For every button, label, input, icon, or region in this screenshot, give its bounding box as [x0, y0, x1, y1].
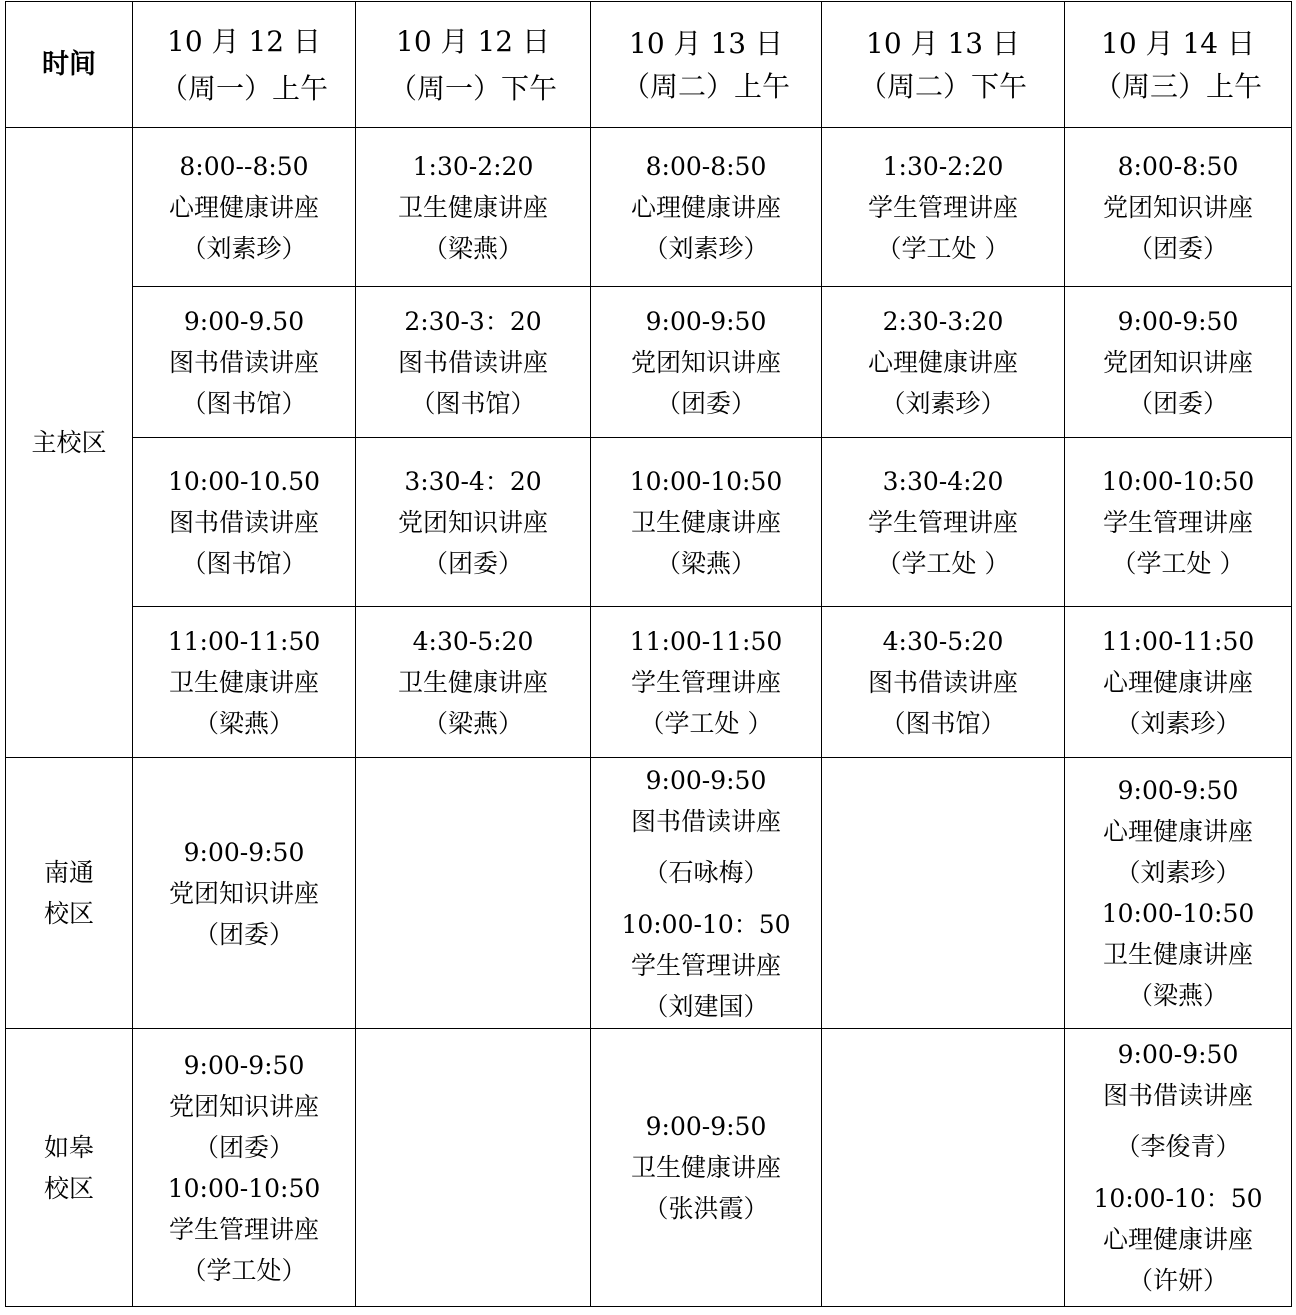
campus-label-main: 主校区: [6, 128, 133, 758]
session-topic: 心理健康讲座: [1102, 667, 1253, 697]
session-time: 9:00-9:50: [1117, 306, 1239, 336]
header-date: 10 月 12 日: [396, 24, 550, 58]
session-speaker: （团委）: [193, 1132, 294, 1162]
session-time: 11:00-11:50: [167, 626, 321, 656]
session-time: 9:00-9:50: [183, 837, 305, 867]
session-speaker: （石咏梅）: [643, 857, 769, 887]
main-campus-row-4: [6, 607, 1292, 758]
header-date: 10 月 13 日: [629, 26, 783, 60]
header-period: （周二）下午: [858, 69, 1027, 103]
session-speaker: （刘建国）: [643, 991, 769, 1021]
session-topic: 学生管理讲座: [1102, 507, 1253, 537]
empty-cell: [356, 1029, 591, 1307]
session-speaker: （梁燕）: [655, 548, 756, 578]
session-topic: 卫生健康讲座: [397, 192, 548, 222]
session-time: 10:00-10:50: [1101, 899, 1255, 928]
session-topic: 图书借读讲座: [168, 507, 319, 537]
session-time: 1:30-2:20: [882, 151, 1004, 181]
session-time: 1:30-2:20: [412, 151, 534, 181]
session-speaker: （梁燕）: [193, 708, 294, 738]
time-header-cell: 时间: [6, 2, 133, 128]
session-speaker: （张洪霞）: [643, 1194, 769, 1223]
session-time: 2:30-3：20: [404, 306, 542, 336]
schedule-cell: [133, 758, 356, 1029]
session-topic: 学生管理讲座: [168, 1214, 319, 1244]
schedule-cell: [591, 438, 822, 607]
schedule-cell: [356, 287, 591, 438]
session-speaker: （图书馆）: [181, 548, 307, 578]
schedule-cell: [1065, 128, 1292, 287]
schedule-cell: [1065, 438, 1292, 607]
session-topic: 心理健康讲座: [630, 192, 781, 222]
nantong-campus-row: [6, 758, 1292, 1029]
schedule-cell: [356, 128, 591, 287]
session-topic: 学生管理讲座: [630, 950, 781, 980]
campus-label-line: 如皋: [43, 1132, 94, 1162]
schedule-cell: [1065, 287, 1292, 438]
session-time: 11:00-11:50: [629, 626, 783, 656]
session-topic: 党团知识讲座: [1102, 192, 1253, 222]
header-period: （周三）上午: [1093, 69, 1262, 103]
session-speaker: （刘素珍）: [181, 233, 307, 263]
session-speaker: （许妍）: [1127, 1266, 1228, 1295]
schedule-cell: [822, 287, 1065, 438]
session-speaker: （团委）: [1127, 388, 1228, 418]
session-time: 10:00-10:50: [167, 1173, 321, 1203]
schedule-cell: [133, 438, 356, 607]
session-topic: 心理健康讲座: [1102, 1225, 1253, 1254]
schedule-cell: [822, 438, 1065, 607]
session-topic: 党团知识讲座: [168, 1091, 319, 1121]
schedule-cell: [591, 128, 822, 287]
header-date: 10 月 12 日: [167, 24, 321, 58]
main-campus-row-2: [6, 287, 1292, 438]
schedule-cell: [591, 607, 822, 758]
session-time: 10:00-10.50: [167, 466, 321, 496]
header-date: 10 月 14 日: [1101, 26, 1255, 60]
header-cell-tue-am: [591, 2, 822, 128]
rugao-campus-row: [6, 1029, 1292, 1307]
schedule-cell: [591, 287, 822, 438]
session-speaker: （团委）: [193, 919, 294, 949]
session-topic: 卫生健康讲座: [630, 1153, 781, 1182]
schedule-cell: [133, 607, 356, 758]
session-topic: 心理健康讲座: [1102, 817, 1253, 846]
schedule-cell: [1065, 607, 1292, 758]
header-cell-tue-pm: [822, 2, 1065, 128]
header-cell-mon-am: [133, 2, 356, 128]
schedule-cell: [822, 128, 1065, 287]
header-period: （周二）上午: [621, 69, 790, 103]
campus-label-line: 南通: [43, 858, 94, 887]
schedule-cell: [356, 607, 591, 758]
session-speaker: （刘素珍）: [880, 388, 1006, 418]
session-topic: 心理健康讲座: [867, 347, 1018, 377]
schedule-cell: [133, 287, 356, 438]
schedule-cell: [1065, 758, 1292, 1029]
session-topic: 图书借读讲座: [397, 347, 548, 377]
schedule-cell: [133, 1029, 356, 1307]
header-row: [6, 2, 1292, 128]
campus-label-line: 校区: [43, 1173, 94, 1203]
session-topic: 卫生健康讲座: [630, 507, 781, 537]
session-time: 4:30-5:20: [412, 626, 534, 656]
session-time: 8:00-8:50: [1117, 151, 1239, 181]
empty-cell: [822, 1029, 1065, 1307]
session-time: 9:00-9:50: [645, 306, 767, 336]
schedule-cell: [356, 438, 591, 607]
session-time: 9:00-9:50: [645, 765, 767, 795]
session-time: 9:00-9.50: [183, 306, 305, 336]
session-speaker: （梁燕）: [1127, 981, 1228, 1010]
schedule-cell: [822, 607, 1065, 758]
session-speaker: （团委）: [422, 548, 523, 578]
session-speaker: （李俊青）: [1115, 1132, 1241, 1161]
schedule-cell: [591, 1029, 822, 1307]
empty-cell: [822, 758, 1065, 1029]
session-speaker: （团委）: [655, 388, 756, 418]
session-speaker: （学工处）: [181, 1255, 307, 1285]
session-topic: 党团知识讲座: [397, 507, 548, 537]
campus-label-line: 校区: [43, 899, 94, 928]
session-topic: 卫生健康讲座: [397, 667, 548, 697]
session-time: 4:30-5:20: [882, 626, 1004, 656]
lecture-schedule-table: [5, 1, 1292, 1307]
session-topic: 图书借读讲座: [867, 667, 1018, 697]
main-campus-row-3: [6, 438, 1292, 607]
session-speaker: （团委）: [1127, 233, 1228, 263]
session-time: 9:00-9:50: [183, 1050, 305, 1080]
session-topic: 学生管理讲座: [867, 507, 1018, 537]
campus-label-rugao: [6, 1029, 133, 1307]
schedule-cell: [133, 128, 356, 287]
session-time: 8:00-8:50: [645, 151, 767, 181]
session-topic: 卫生健康讲座: [168, 667, 319, 697]
session-speaker: （梁燕）: [422, 708, 523, 738]
session-time: 8:00--8:50: [179, 151, 309, 181]
session-time: 3:30-4：20: [404, 466, 542, 496]
schedule-cell: [1065, 1029, 1292, 1307]
session-time: 10:00-10:50: [629, 466, 783, 496]
header-cell-mon-pm: [356, 2, 591, 128]
session-speaker: （图书馆）: [410, 388, 536, 418]
session-speaker: （图书馆）: [181, 388, 307, 418]
header-period: （周一）下午: [388, 71, 557, 105]
session-topic: 党团知识讲座: [168, 878, 319, 908]
session-time: 10:00-10：50: [1093, 1184, 1263, 1213]
session-time: 9:00-9:50: [645, 1112, 767, 1141]
session-speaker: （学工处 ）: [1111, 548, 1245, 578]
session-time: 3:30-4:20: [882, 466, 1004, 496]
session-speaker: （学工处 ）: [876, 548, 1010, 578]
session-topic: 学生管理讲座: [867, 192, 1018, 222]
session-time: 10:00-10:50: [1101, 466, 1255, 496]
session-speaker: （刘素珍）: [1115, 708, 1241, 738]
session-speaker: （学工处 ）: [639, 708, 773, 738]
header-cell-wed-am: [1065, 2, 1292, 128]
session-speaker: （刘素珍）: [1115, 858, 1241, 887]
session-topic: 党团知识讲座: [630, 347, 781, 377]
session-time: 2:30-3:20: [882, 306, 1004, 336]
session-time: 10:00-10：50: [621, 909, 791, 939]
session-speaker: （梁燕）: [422, 233, 523, 263]
session-time: 11:00-11:50: [1101, 626, 1255, 656]
session-topic: 图书借读讲座: [630, 806, 781, 836]
session-speaker: （图书馆）: [880, 708, 1006, 738]
session-time: 9:00-9:50: [1117, 1040, 1239, 1069]
schedule-cell: [591, 758, 822, 1029]
header-period: （周一）上午: [159, 71, 328, 105]
session-topic: 学生管理讲座: [630, 667, 781, 697]
session-topic: 图书借读讲座: [1102, 1081, 1253, 1110]
session-topic: 图书借读讲座: [168, 347, 319, 377]
empty-cell: [356, 758, 591, 1029]
header-date: 10 月 13 日: [866, 26, 1020, 60]
campus-label-nantong: [6, 758, 133, 1029]
session-topic: 心理健康讲座: [168, 192, 319, 222]
session-topic: 卫生健康讲座: [1102, 940, 1253, 969]
session-time: 9:00-9:50: [1117, 776, 1239, 805]
session-speaker: （刘素珍）: [643, 233, 769, 263]
main-campus-row-1: [6, 128, 1292, 287]
session-topic: 党团知识讲座: [1102, 347, 1253, 377]
session-speaker: （学工处 ）: [876, 233, 1010, 263]
